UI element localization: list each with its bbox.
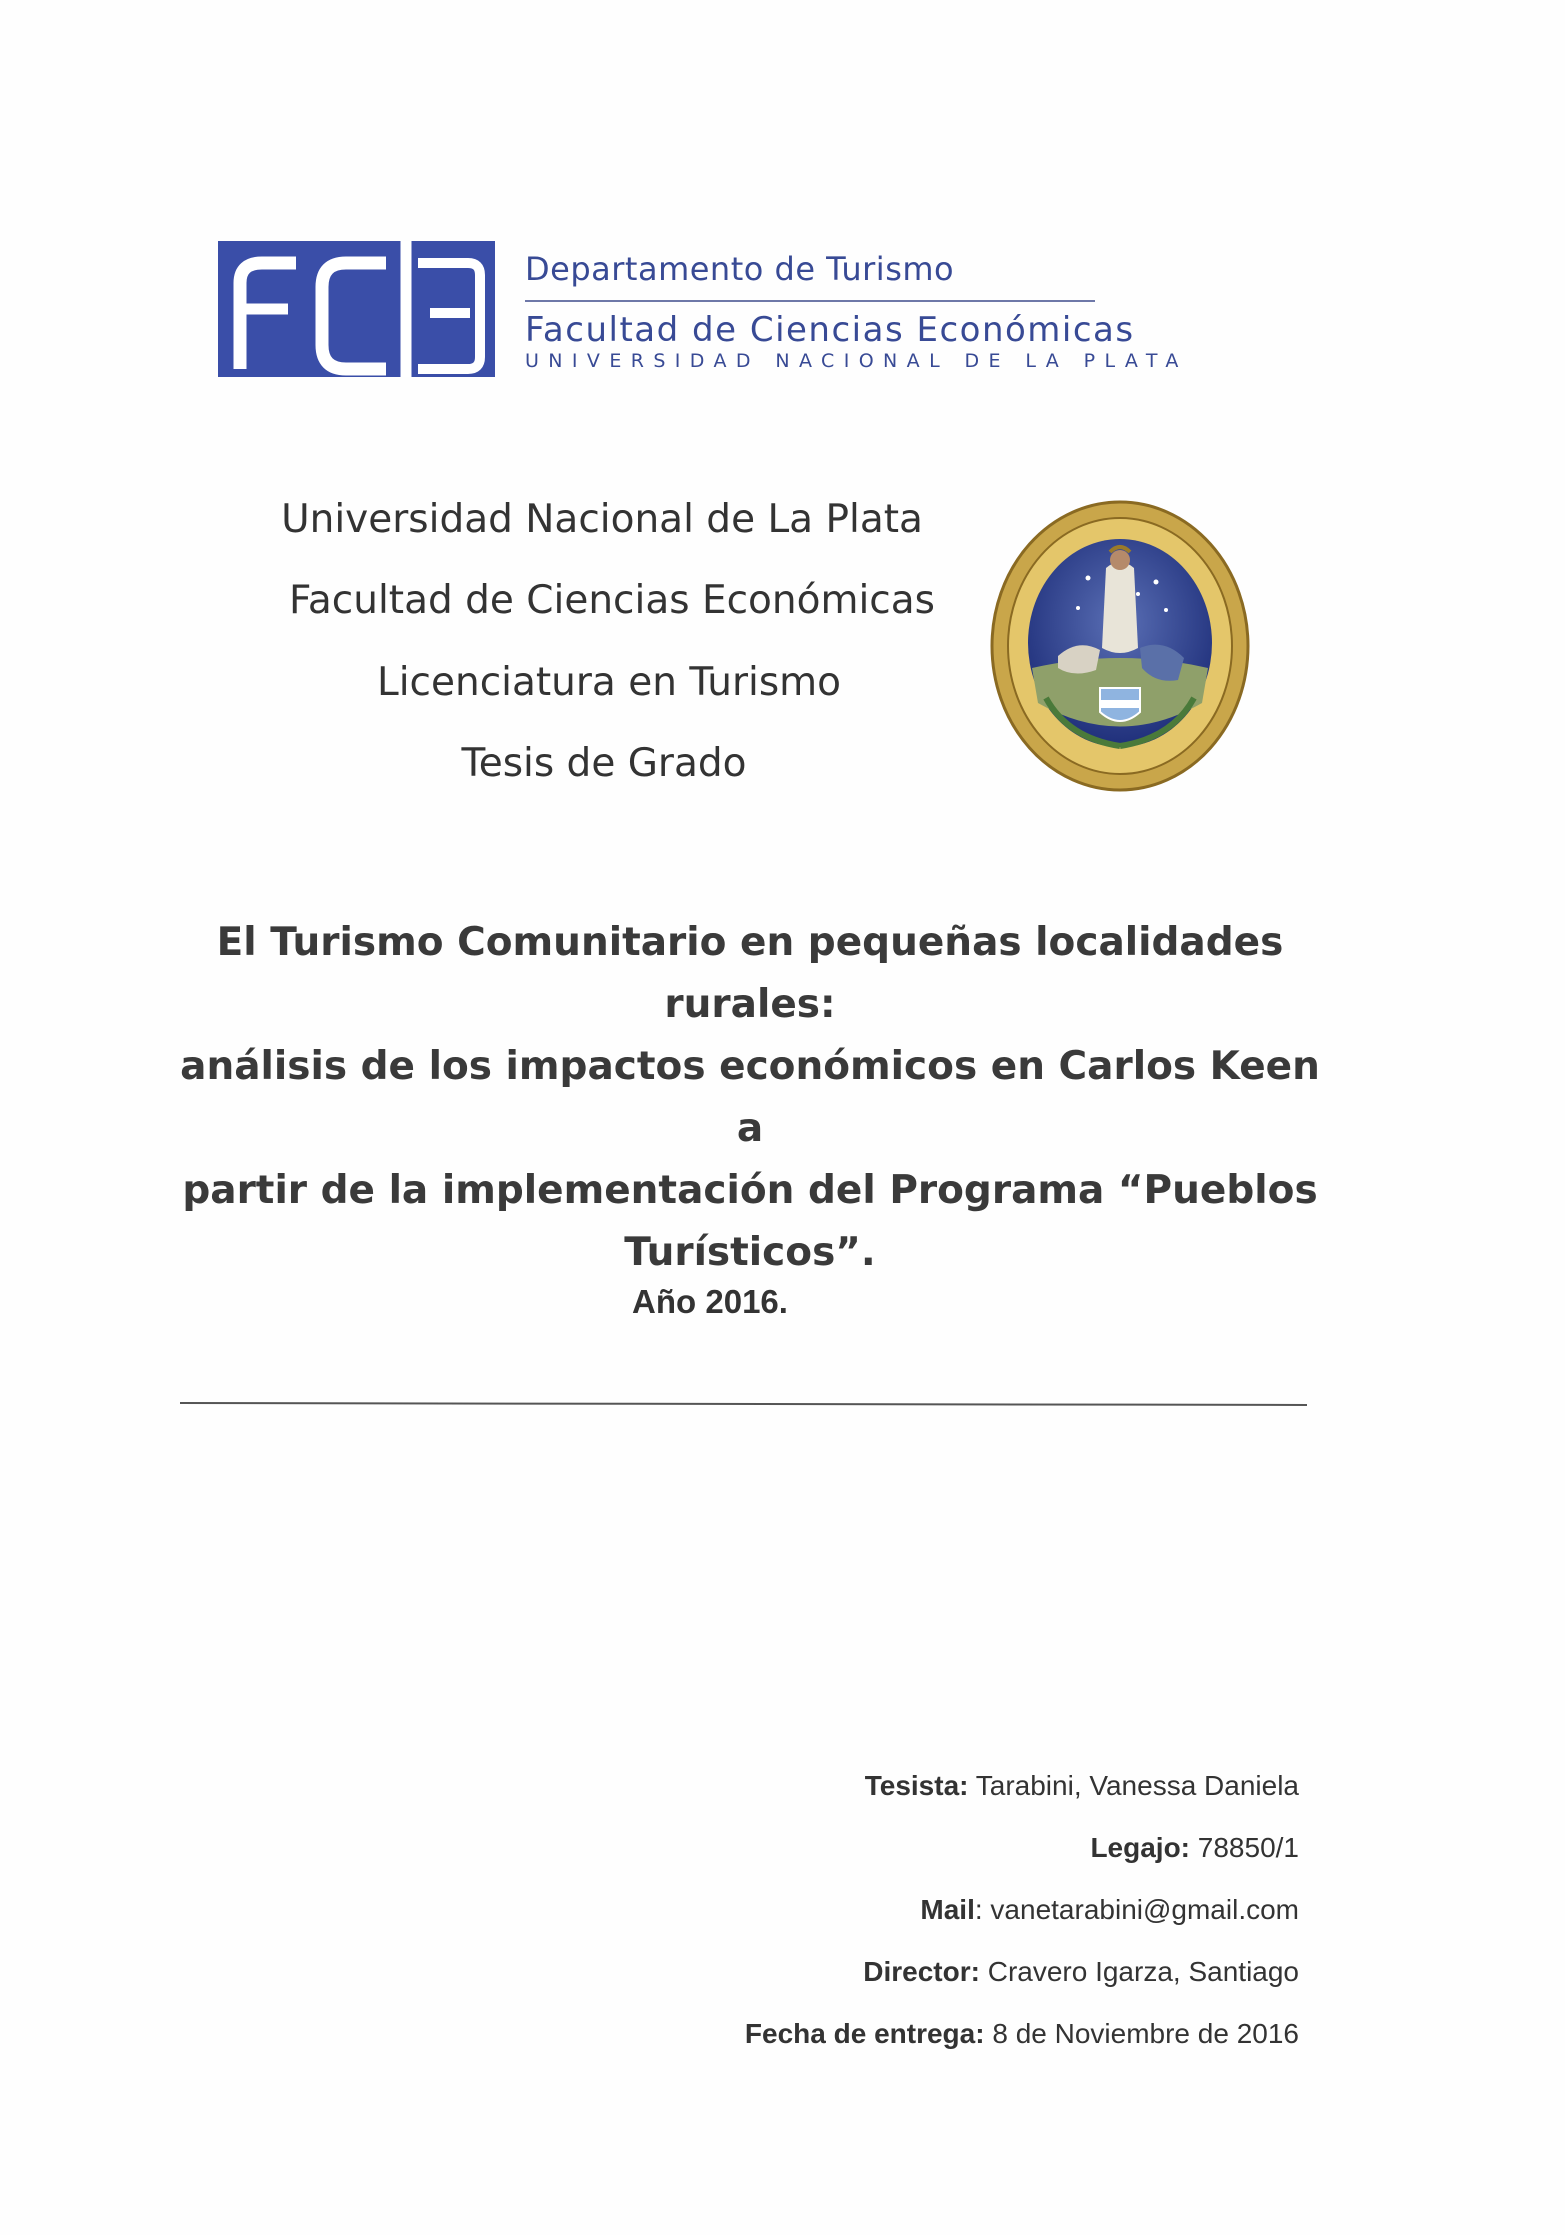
thesis-title-line-2: análisis de los impactos económicos en Carlos Keen a bbox=[180, 1044, 1320, 1151]
degree-name: Licenciatura en Turismo bbox=[376, 660, 841, 705]
faculty-name: Facultad de Ciencias Económicas bbox=[289, 578, 935, 623]
document-type: Tesis de Grado bbox=[461, 741, 747, 786]
tesista-label: Tesista: bbox=[864, 1770, 969, 1801]
tesista-row bbox=[499, 1755, 1299, 1817]
director-label: Director: bbox=[863, 1956, 980, 1987]
header-institution-block bbox=[525, 250, 1188, 372]
director-value: Cravero Igarza, Santiago bbox=[987, 1956, 1299, 1987]
mail-label: Mail bbox=[920, 1894, 975, 1925]
header-divider bbox=[525, 300, 1095, 302]
thesis-title-line-1: El Turismo Comunitario en pequeñas localidades rurales: bbox=[216, 920, 1284, 1027]
tesista-value: Tarabini, Vanessa Daniela bbox=[975, 1770, 1299, 1801]
fecha-label: Fecha de entrega: bbox=[744, 2018, 985, 2049]
thesis-title bbox=[180, 912, 1320, 1284]
director-row bbox=[499, 1941, 1299, 2003]
legajo-label: Legajo: bbox=[1090, 1832, 1190, 1863]
header-university-name: UNIVERSIDAD NACIONAL DE LA PLATA bbox=[525, 350, 1188, 372]
university-name: Universidad Nacional de La Plata bbox=[281, 497, 923, 542]
university-seal-icon bbox=[988, 498, 1252, 798]
thesis-title-line-4: Turísticos”. bbox=[624, 1230, 876, 1275]
horizontal-divider bbox=[180, 1402, 1307, 1406]
legajo-row bbox=[499, 1817, 1299, 1879]
legajo-value: 78850/1 bbox=[1197, 1832, 1299, 1863]
department-name: Departamento de Turismo bbox=[525, 250, 955, 288]
fecha-value: 8 de Noviembre de 2016 bbox=[992, 2018, 1299, 2049]
year: Año 2016. bbox=[632, 1283, 788, 1320]
header-faculty-name: Facultad de Ciencias Económicas bbox=[525, 310, 1135, 350]
thesis-title-line-3: partir de la implementación del Programa “Pueblos bbox=[182, 1168, 1318, 1213]
mail-row bbox=[499, 1879, 1299, 1941]
fce-logo bbox=[218, 241, 495, 377]
mail-value: : vanetarabini@gmail.com bbox=[974, 1894, 1299, 1925]
fecha-row bbox=[499, 2003, 1299, 2065]
thesis-details bbox=[499, 1755, 1299, 2065]
